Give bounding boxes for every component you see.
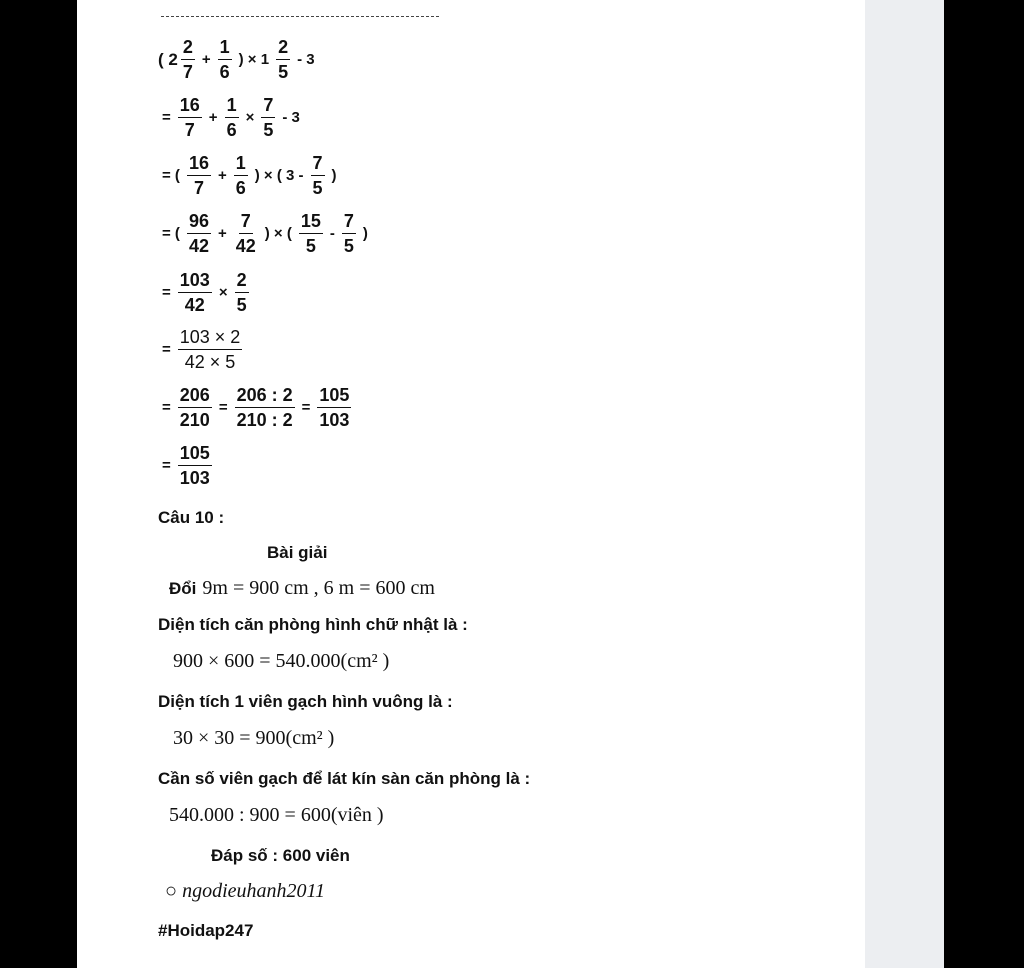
fraction: $\frac{2}{7}$ — [182, 37, 193, 82]
plus-sign: + — [217, 167, 227, 184]
convert-label: Đổi — [169, 578, 197, 598]
mixed-open: ( 2 — [158, 49, 178, 69]
fraction: $\frac{206}{210}$ — [179, 385, 210, 430]
fraction: $\frac{96}{42}$ — [188, 211, 209, 256]
fraction: $\frac{103 \times 2}{42 \times 5}$ — [179, 327, 241, 372]
hashtag: #Hoidap247 — [158, 921, 254, 940]
fraction: $\frac{15}{5}$ — [300, 211, 321, 256]
fraction: $\frac{7}{5}$ — [312, 153, 323, 198]
close-paren: ) — [362, 225, 368, 242]
fraction: $\frac{7}{5}$ — [343, 211, 354, 256]
fraction: $\frac{105}{103}$ — [319, 385, 350, 430]
tile-area-expression: 30 × 30 = 900(cm² ) — [173, 727, 335, 749]
fraction: $\frac{103}{42}$ — [179, 270, 210, 315]
math-line-5 — [158, 271, 252, 314]
equals-sign: = — [162, 109, 171, 126]
equals-sign: = — [162, 457, 171, 474]
fraction: $\frac{2}{5}$ — [278, 37, 289, 82]
conversion-line — [169, 577, 435, 600]
plus-sign: + — [201, 51, 211, 68]
math-line-4 — [158, 212, 372, 255]
minus-sign: - — [329, 225, 335, 242]
question-label: Câu 10 : — [158, 508, 225, 527]
equals-sign: = ( — [162, 167, 180, 184]
tiles-needed-expression: 540.000 : 900 = 600(viên ) — [169, 804, 384, 826]
room-area-expression: 900 × 600 = 540.000(cm² ) — [173, 650, 390, 672]
equals-sign: = — [162, 284, 171, 301]
equals-sign: = — [301, 399, 311, 416]
answer-page — [77, 0, 865, 968]
math-line-8 — [158, 444, 215, 487]
operator-text: ) × 1 — [238, 51, 270, 68]
right-gutter — [865, 0, 944, 968]
convert-expression: 9m = 900 cm , 6 m = 600 cm — [202, 577, 435, 599]
fraction: $\frac{1}{6}$ — [226, 95, 237, 140]
close-paren: ) — [331, 167, 337, 184]
equals-sign: = — [218, 399, 228, 416]
operator-text: - 3 — [297, 51, 315, 68]
plus-sign: + — [208, 109, 218, 126]
solution-heading: Bài giải — [267, 543, 328, 562]
room-area-label: Diện tích căn phòng hình chữ nhật là : — [158, 615, 468, 634]
math-line-1 — [158, 38, 319, 81]
fraction: $\frac{2}{5}$ — [236, 270, 247, 315]
final-answer: Đáp số : 600 viên — [211, 846, 350, 865]
fraction: $\frac{16}{7}$ — [179, 95, 200, 140]
math-line-7 — [158, 386, 354, 429]
times-sign: × — [245, 109, 255, 126]
operator-text: - 3 — [282, 109, 300, 126]
tile-area-label: Diện tích 1 viên gạch hình vuông là : — [158, 692, 453, 711]
fraction: $\frac{1}{6}$ — [235, 153, 246, 198]
fraction: $\frac{206 : 2}{210 : 2}$ — [236, 385, 293, 430]
fraction: $\frac{7}{5}$ — [263, 95, 274, 140]
math-line-6 — [158, 328, 245, 371]
separator-line — [161, 16, 439, 17]
operator-text: ) × ( — [264, 225, 292, 242]
equals-sign: = — [162, 399, 171, 416]
math-line-2 — [158, 96, 304, 139]
math-line-3 — [158, 154, 341, 197]
equals-sign: = ( — [162, 225, 180, 242]
author-signature: ○ ngodieuhanh2011 — [165, 880, 326, 902]
fraction: $\frac{16}{7}$ — [188, 153, 209, 198]
fraction: $\frac{1}{6}$ — [219, 37, 230, 82]
tiles-needed-label: Cần số viên gạch để lát kín sàn căn phòng là : — [158, 769, 531, 788]
equals-sign: = — [162, 341, 171, 358]
operator-text: ) × ( 3 - — [254, 167, 304, 184]
fraction: $\frac{7}{42}$ — [235, 211, 256, 256]
plus-sign: + — [217, 225, 227, 242]
times-sign: × — [218, 284, 228, 301]
fraction: $\frac{105}{103}$ — [179, 443, 210, 488]
